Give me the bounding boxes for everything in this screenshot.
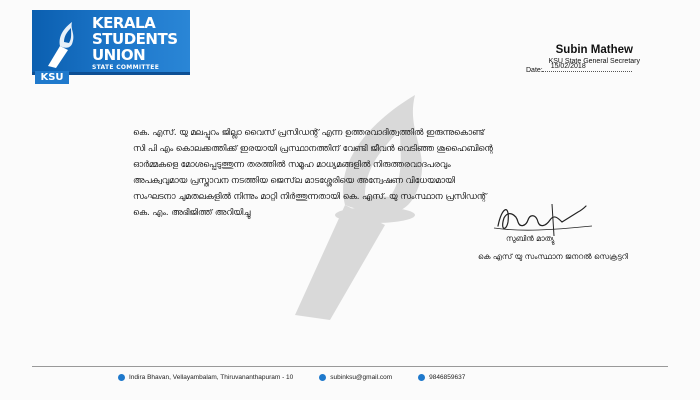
torch-icon [38,16,84,70]
sender-block [549,44,640,65]
body-line: അപക്വവുമായ പ്രസ്താവന നടത്തിയ ജെസ്‌ല മാടശ്ശേരിയെ അന്വേഷണ വിധേയമായി [133,175,455,185]
body-line: സി പി എം കൊലക്കത്തിക്ക് ഇരയായി പ്രസ്ഥാനത്തിന് വേണ്ടി ജീവൻ വെടിഞ്ഞ ശുഹൈബിന്റെ [133,143,493,153]
footer-address: Indira Bhavan, Vellayambalam, Thiruvananthapuram - 10 [129,374,294,381]
logo-line-kerala: KERALA [92,14,156,32]
body-line: സംഘടനാ ചുമതലകളിൽ നിന്നും മാറ്റി നിർത്തുന്നതായി കെ. എസ്. യു സംസ്ഥാന പ്രസിഡന്റ് [133,191,487,201]
sender-name: Subin Mathew [555,44,633,56]
date-line [526,63,632,74]
email-icon [319,374,326,381]
phone-icon [418,374,425,381]
date-dotted-line [542,71,632,72]
sender-title: KSU State General Secretary [548,58,640,65]
ksu-logo [32,10,192,82]
body-line: കെ. എസ്. യു മലപ്പുറം ജില്ലാ വൈസ് പ്രസിഡന്റ് എന്ന ഉത്തരവാദിത്വത്തിൽ ഇരുന്നുകൊണ്ട് [133,127,485,137]
signatory-title: കെ എസ് യു സംസ്ഥാന ജനറൽ സെക്രട്ടറി [478,252,628,261]
footer-contact [118,374,465,381]
footer-divider [32,366,668,367]
date-value: 15/02/2018 [550,63,586,70]
location-icon [118,374,125,381]
date-label: Date: [526,67,543,74]
logo-line-union: UNION [92,46,146,64]
body-line: ഓർമ്മകളെ മോശപ്പെടുത്തുന്ന തരത്തിൽ സമൂഹ മാധ്യമങ്ങളിൽ നിരുത്തരവാദപരവും [133,159,451,169]
body-line: കെ. എം. അഭിജിത്ത് അറിയിച്ചു [133,207,251,217]
logo-line-state-committee: STATE COMMITTEE [92,64,160,71]
footer-email: subinksu@gmail.com [330,374,393,381]
signatory-name: സുബിൻ മാത്യു [506,234,555,243]
ksu-badge: KSU [35,71,69,84]
logo-line-students: STUDENTS [92,30,178,48]
footer-phone: 9846859637 [429,374,466,381]
